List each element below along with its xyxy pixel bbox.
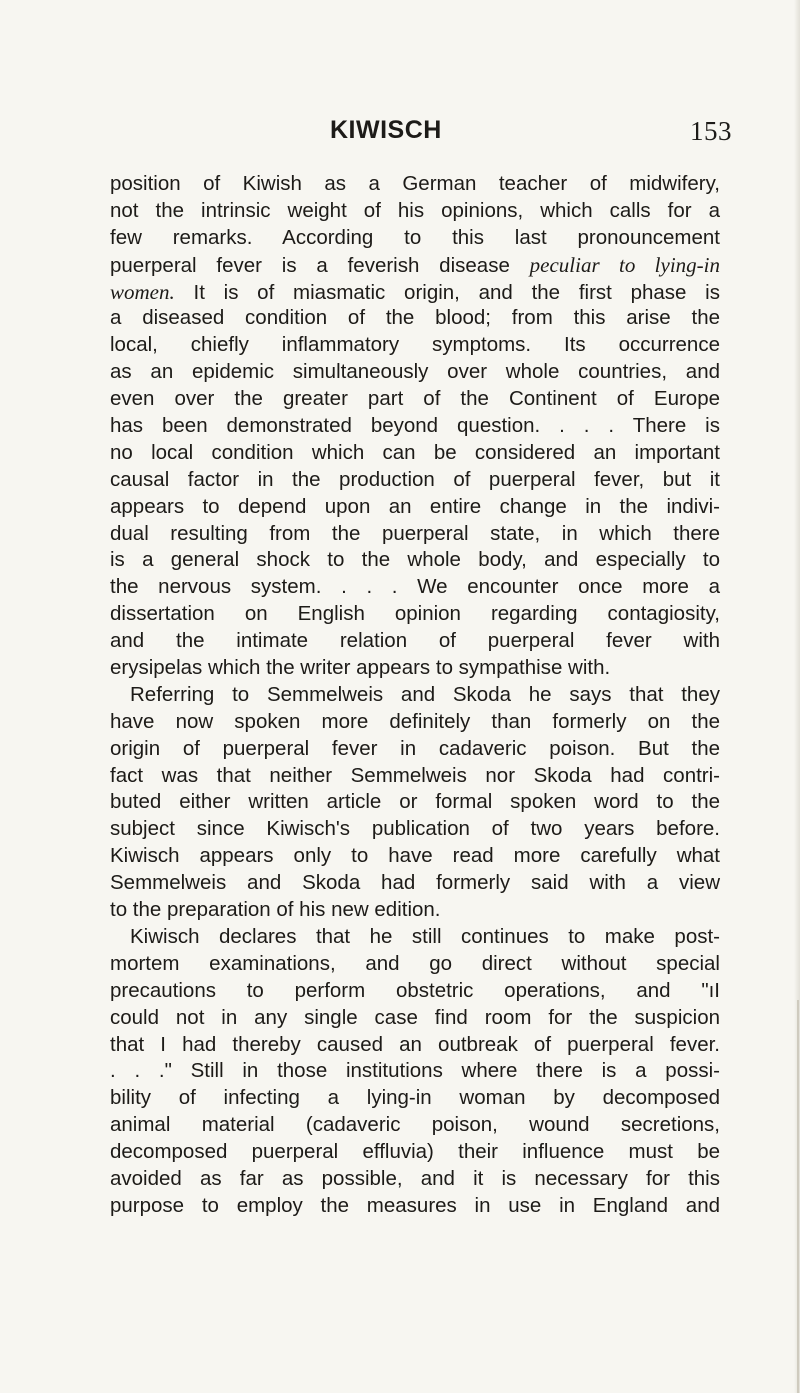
- line-text: could not in any single case find room for the suspicion: [110, 1005, 720, 1029]
- text-line: [110, 870, 720, 897]
- line-text: no local condition which can be considered an important: [110, 440, 720, 464]
- line-text: Kiwisch appears only to have read more carefully what: [110, 844, 720, 868]
- text-line: [110, 709, 720, 736]
- page-edge-mark: [797, 1000, 799, 1393]
- text-line: [110, 413, 720, 440]
- text-line: [110, 547, 720, 574]
- line-text: Semmelweis and Skoda had formerly said with a view: [110, 871, 720, 895]
- line-text: erysipelas which the writer appears to sympathise with.: [110, 656, 611, 680]
- line-text: avoided as far as possible, and it is necessary for this: [110, 1166, 720, 1190]
- running-head-title: KIWISCH: [330, 116, 442, 144]
- text-line: [110, 924, 720, 951]
- line-text: buted either written article or formal spoken word to the: [110, 790, 720, 814]
- line-text: that I had thereby caused an outbreak of puerperal fever.: [110, 1032, 720, 1056]
- line-text: puerperal fever is a feverish disease: [110, 253, 530, 277]
- line-text: dissertation on English opinion regarding contagiosity,: [110, 602, 720, 626]
- text-line: [110, 682, 720, 709]
- text-line: [110, 789, 720, 816]
- line-text: bility of infecting a lying-in woman by decomposed: [110, 1086, 720, 1110]
- italic-phrase: peculiar to lying-in: [529, 252, 720, 277]
- text-line: [110, 1193, 720, 1220]
- line-text: fact was that neither Semmelweis nor Skoda had contri-: [110, 763, 720, 787]
- line-text: the nervous system. . . . We encounter once more a: [110, 575, 720, 599]
- line-text: purpose to employ the measures in use in England and: [110, 1193, 720, 1217]
- line-text: precautions to perform obstetric operations, and "ıI: [110, 978, 720, 1002]
- text-line: [110, 279, 720, 306]
- line-text: as an epidemic simultaneously over whole countries, and: [110, 360, 720, 384]
- text-line: [110, 198, 720, 225]
- line-text: position of Kiwish as a German teacher of midwifery,: [110, 172, 720, 195]
- line-text: is a general shock to the whole body, and especially to: [110, 548, 720, 572]
- line-text: a diseased condition of the blood; from this arise the: [110, 306, 720, 330]
- line-text: have now spoken more definitely than formerly on the: [110, 709, 720, 733]
- text-line: [110, 171, 720, 198]
- text-line: [110, 655, 720, 682]
- line-text: Kiwisch declares that he still continues to make post-: [130, 924, 720, 948]
- text-line: [110, 1032, 720, 1059]
- line-text: decomposed puerperal effluvia) their influence must be: [110, 1140, 720, 1164]
- line-text: subject since Kiwisch's publication of two years before.: [110, 817, 720, 841]
- text-line: [110, 1166, 720, 1193]
- text-line: [110, 467, 720, 494]
- text-line: [110, 978, 720, 1005]
- line-text: not the intrinsic weight of his opinions, which calls for a: [110, 198, 720, 222]
- line-text: animal material (cadaveric poison, wound secretions,: [110, 1113, 720, 1137]
- line-text: has been demonstrated beyond question. . . . There is: [110, 414, 720, 438]
- italic-phrase: women.: [110, 279, 175, 304]
- line-text: Referring to Semmelweis and Skoda he says that they: [130, 682, 720, 706]
- line-text: . . ." Still in those institutions where there is a possi-: [110, 1059, 720, 1083]
- page-number: 153: [690, 116, 732, 146]
- text-line: [110, 601, 720, 628]
- text-line: [110, 816, 720, 843]
- line-text: local, chiefly inflammatory symptoms. Its occurrence: [110, 333, 720, 357]
- text-line: [110, 843, 720, 870]
- text-line: [110, 1085, 720, 1112]
- line-text: to the preparation of his new edition.: [110, 898, 441, 922]
- line-text: and the intimate relation of puerperal fever with: [110, 629, 720, 653]
- line-text: causal factor in the production of puerperal fever, but it: [110, 467, 720, 491]
- text-line: [110, 951, 720, 978]
- text-line: [110, 386, 720, 413]
- text-line: [110, 1139, 720, 1166]
- text-line: [110, 494, 720, 521]
- line-text: mortem examinations, and go direct without special: [110, 951, 720, 975]
- line-text: even over the greater part of the Continent of Europe: [110, 387, 720, 411]
- running-head: [0, 116, 800, 152]
- line-text: appears to depend upon an entire change in the indivi-: [110, 494, 720, 518]
- text-line: [110, 1112, 720, 1139]
- text-line: [110, 332, 720, 359]
- line-text: dual resulting from the puerperal state, in which there: [110, 521, 720, 545]
- text-line: [110, 897, 720, 924]
- text-line: [110, 763, 720, 790]
- text-line: [110, 574, 720, 601]
- text-line: [110, 521, 720, 548]
- text-line: [110, 1005, 720, 1032]
- text-line: [110, 225, 720, 252]
- text-line: [110, 1058, 720, 1085]
- line-text: origin of puerperal fever in cadaveric poison. But the: [110, 736, 720, 760]
- body-text: [110, 171, 720, 1220]
- text-line: [110, 628, 720, 655]
- line-text: few remarks. According to this last pronouncement: [110, 225, 720, 249]
- text-line: [110, 359, 720, 386]
- text-line: [110, 305, 720, 332]
- text-line: [110, 736, 720, 763]
- line-text: It is of miasmatic origin, and the first phase is: [174, 280, 720, 304]
- text-line: [110, 252, 720, 279]
- text-line: [110, 440, 720, 467]
